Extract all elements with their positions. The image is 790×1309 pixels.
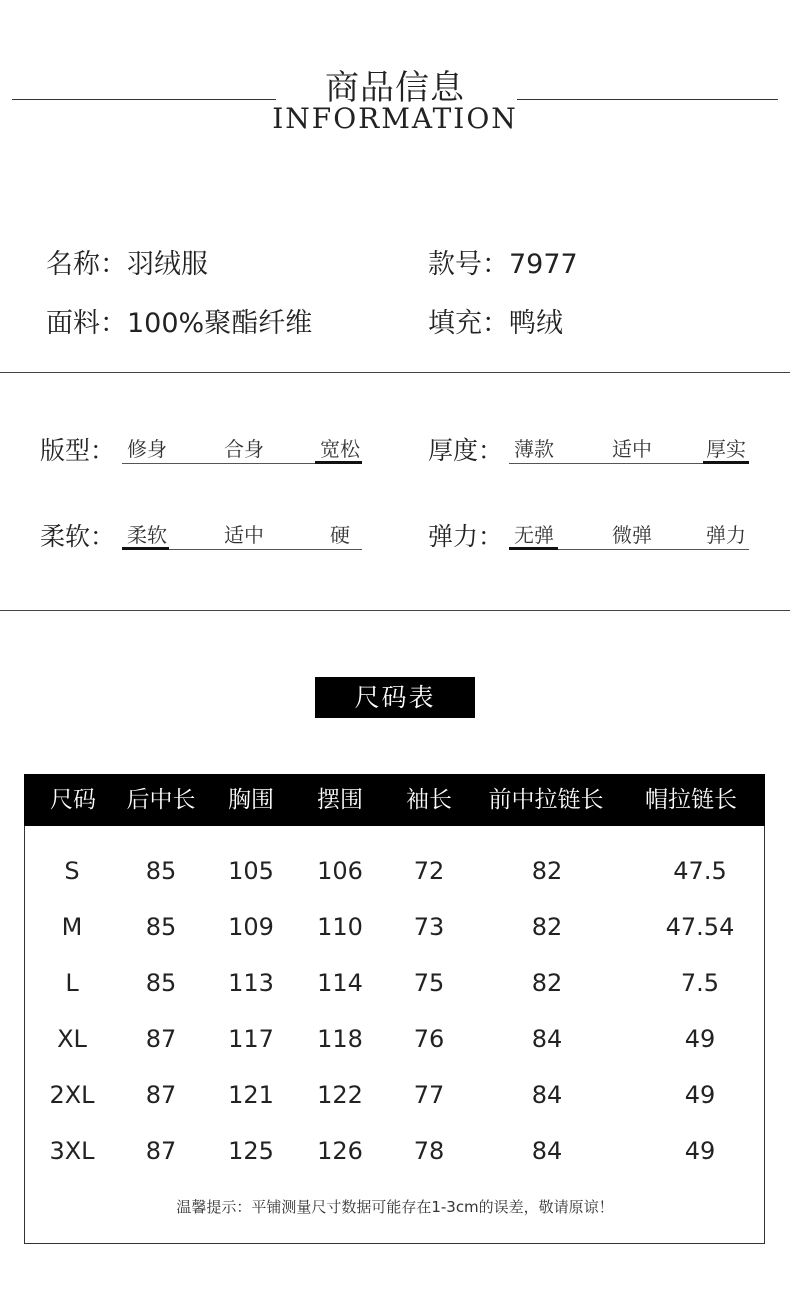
table-cell: M xyxy=(61,913,83,941)
section-title-cn: 商品信息 xyxy=(325,68,465,108)
table-cell: 105 xyxy=(228,857,274,885)
table-cell: 78 xyxy=(413,1137,445,1165)
table-cell: 110 xyxy=(317,913,363,941)
table-cell: 85 xyxy=(145,913,177,941)
table-cell: 84 xyxy=(531,1025,563,1053)
attr-fit-label: 版型： xyxy=(40,436,116,465)
info-filling-value: 鸭绒 xyxy=(509,308,563,339)
info-fabric-value: 100%聚酯纤维 xyxy=(127,308,313,339)
attr-softness-option: 适中 xyxy=(224,523,264,547)
table-cell: 122 xyxy=(317,1081,363,1109)
table-cell: 77 xyxy=(413,1081,445,1109)
table-cell: 85 xyxy=(145,969,177,997)
attr-fit-selected-marker xyxy=(315,461,362,464)
table-cell: 76 xyxy=(413,1025,445,1053)
table-cell: 49 xyxy=(684,1137,716,1165)
attr-elasticity-label: 弹力： xyxy=(428,522,504,551)
table-cell: 117 xyxy=(228,1025,274,1053)
table-cell: 7.5 xyxy=(680,969,720,997)
info-name xyxy=(46,242,208,281)
attr-thickness-option: 适中 xyxy=(612,437,652,461)
table-cell: 84 xyxy=(531,1137,563,1165)
attr-elasticity-option: 弹力 xyxy=(706,523,746,547)
attr-thickness-option: 薄款 xyxy=(514,437,554,461)
attr-elasticity-option: 微弹 xyxy=(612,523,652,547)
table-cell: 121 xyxy=(228,1081,274,1109)
column-header: 前中拉链长 xyxy=(488,787,604,813)
column-header: 摆围 xyxy=(317,787,363,813)
table-cell: 113 xyxy=(228,969,274,997)
attr-elasticity-selected-marker xyxy=(509,547,558,550)
table-cell: 87 xyxy=(145,1081,177,1109)
divider-bottom xyxy=(0,610,790,611)
table-cell: 47.54 xyxy=(665,913,735,941)
table-cell: 114 xyxy=(317,969,363,997)
info-fabric-label: 面料： xyxy=(46,308,127,339)
attr-thickness-selected-marker xyxy=(703,461,749,464)
info-name-value: 羽绒服 xyxy=(127,249,208,280)
table-cell: 75 xyxy=(413,969,445,997)
attr-fit-option: 修身 xyxy=(127,437,167,461)
attr-fit-option-selected: 宽松 xyxy=(320,437,360,461)
column-header: 尺码 xyxy=(50,787,96,813)
attr-softness-label: 柔软： xyxy=(40,522,116,551)
attr-thickness-option-selected: 厚实 xyxy=(706,437,746,461)
size-chart-title: 尺码表 xyxy=(315,677,475,718)
table-cell: 47.5 xyxy=(673,857,727,885)
table-cell: 2XL xyxy=(49,1081,95,1109)
attr-softness-option-selected: 柔软 xyxy=(127,523,167,547)
attr-softness-selected-marker xyxy=(122,547,169,550)
column-header: 袖长 xyxy=(406,787,452,813)
table-cell: 106 xyxy=(317,857,363,885)
table-cell: XL xyxy=(57,1025,87,1053)
table-cell: 125 xyxy=(228,1137,274,1165)
size-table xyxy=(24,774,765,1244)
info-style-label: 款号： xyxy=(428,249,509,280)
table-cell: 85 xyxy=(145,857,177,885)
table-cell: 87 xyxy=(145,1025,177,1053)
attr-fit-option: 合身 xyxy=(224,437,264,461)
table-cell: L xyxy=(65,969,79,997)
table-cell: 82 xyxy=(531,969,563,997)
table-cell: 82 xyxy=(531,913,563,941)
divider-top xyxy=(0,372,790,373)
attr-softness-option: 硬 xyxy=(330,523,350,547)
table-cell: 72 xyxy=(413,857,445,885)
table-cell: 109 xyxy=(228,913,274,941)
table-cell: 87 xyxy=(145,1137,177,1165)
table-cell: 49 xyxy=(684,1081,716,1109)
table-cell: 49 xyxy=(684,1025,716,1053)
table-cell: 73 xyxy=(413,913,445,941)
measurement-note: 温馨提示：平铺测量尺寸数据可能存在1-3cm的误差，敬请原谅！ xyxy=(176,1198,614,1216)
column-header: 胸围 xyxy=(228,787,274,813)
column-header: 后中长 xyxy=(126,787,196,813)
info-filling-label: 填充： xyxy=(428,308,509,339)
table-cell: 126 xyxy=(317,1137,363,1165)
section-title-en: INFORMATION xyxy=(272,102,518,135)
info-filling xyxy=(428,301,563,340)
attr-elasticity-option-selected: 无弹 xyxy=(514,523,554,547)
table-cell: 82 xyxy=(531,857,563,885)
info-style-value: 7977 xyxy=(509,249,578,280)
info-style xyxy=(428,242,578,281)
info-fabric xyxy=(46,301,312,340)
table-cell: S xyxy=(64,857,80,885)
table-cell: 84 xyxy=(531,1081,563,1109)
table-cell: 3XL xyxy=(49,1137,95,1165)
attr-thickness-label: 厚度： xyxy=(428,436,504,465)
column-header: 帽拉链长 xyxy=(645,787,737,813)
table-cell: 118 xyxy=(317,1025,363,1053)
info-name-label: 名称： xyxy=(46,249,127,280)
